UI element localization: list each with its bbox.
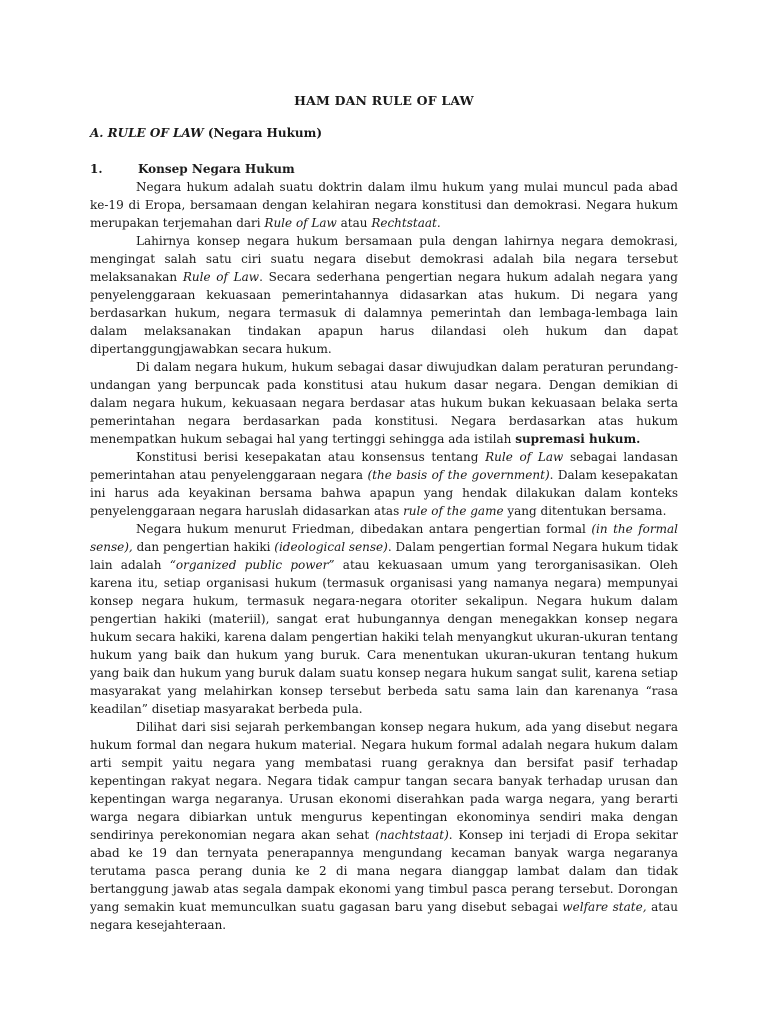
paragraph	[90, 178, 678, 232]
paragraph	[90, 718, 678, 934]
subsection-number: 1.	[90, 162, 103, 176]
text-run: Dilihat dari sisi sejarah perkembangan konsep negara hukum, ada yang disebut negara hukum formal dan negara hukum material. Negara hukum formal adalah negara hukum dalam arti sempit yaitu negara yang membatasi ruang geraknya dan bersifat pasif terhadap kepentingan rakyat negara. Negara tidak campur tangan secara banyak terhadap urusan dan kepentingan warga negaranya. Urusan ekonomi diserahkan pada warga negara, yang berarti warga negara dibiarkan untuk mengurus kepentingan ekonominya sendiri maka dengan sendirinya perekonomian negara akan sehat	[90, 720, 678, 842]
paragraph	[90, 520, 678, 718]
italic-text: (ideological sense)	[274, 540, 388, 554]
italic-text: “organized public power”	[169, 558, 335, 572]
paragraph	[90, 232, 678, 358]
italic-text: Rule of Law	[182, 270, 260, 284]
text-run: dan pengertian hakiki	[132, 540, 275, 554]
section-prefix: A.	[90, 126, 108, 140]
text-run: . Dalam pengertian formal Negara hukum tidak lain adalah	[90, 540, 678, 572]
text-run: atau	[336, 216, 372, 230]
italic-text: Rule of Law	[264, 216, 337, 230]
text-run: atau kekuasaan umum yang terorganisasikan. Oleh karena itu, setiap organisasi hukum (termasuk organisasi yang namanya negara) mempunyai konsep negara hukum, termasuk negara-negara otoriter sekalipun. Negara hukum dalam pengertian hakiki (materiil), sangat erat hubungannya dengan menegakkan konsep negara hukum secara hakiki, karena dalam pengertian hakiki telah menyangkut ukuran-ukuran tentang hukum yang baik dan hukum yang buruk. Cara menentukan ukuran-ukuran tentang hukum yang baik dan hukum yang buruk dalam suatu konsep negara hukum sangat sulit, karena setiap masyarakat yang melahirkan konsep tersebut berbeda satu sama lain dan karenanya “rasa keadilan” disetiap masyarakat berbeda pula.	[90, 558, 678, 716]
paragraph	[90, 358, 678, 448]
paragraph	[90, 448, 678, 520]
bold-text: supremasi hukum.	[515, 432, 641, 446]
text-run: sebagai landasan pemerintahan atau penyelenggaraan negara	[90, 450, 678, 482]
document-page	[90, 92, 678, 934]
section-heading	[90, 124, 678, 142]
text-run: Lahirnya konsep negara hukum bersamaan pula dengan lahirnya negara demokrasi, mengingat salah satu ciri suatu negara disebut demokrasi adalah bila negara tersebut melaksanakan	[90, 234, 678, 284]
section-heading-rest: (Negara Hukum)	[203, 126, 323, 140]
document-title: HAM DAN RULE OF LAW	[294, 93, 474, 108]
italic-text: (the basis of the government)	[367, 468, 550, 482]
text-run: . Konsep ini terjadi di Eropa sekitar abad ke 19 dan ternyata penerapannya mengundang kecaman banyak warga negaranya terutama pasca perang dunia ke 2 di mana negara dianggap lambat dalam dan tidak bertanggung jawab atas segala dampak ekonomi yang timbul pasca perang tersebut. Dorongan yang semakin kuat memunculkan suatu gagasan baru yang disebut sebagai	[90, 828, 678, 914]
text-run: . Dalam kesepakatan ini harus ada keyakinan bersama bahwa apapun yang hendak dilakukan dalam konteks penyelenggaraan negara haruslah didasarkan atas	[90, 468, 678, 518]
text-run: Negara hukum menurut Friedman, dibedakan antara pengertian formal	[136, 522, 592, 536]
italic-text: rule of the game	[403, 504, 504, 518]
italic-text: Rule of Law	[485, 450, 564, 464]
text-run: Negara hukum adalah suatu doktrin dalam ilmu hukum yang mulai muncul pada abad ke-19 di Eropa, bersamaan dengan kelahiran negara konstitusi dan demokrasi. Negara hukum merupakan terjemahan dari	[90, 180, 678, 230]
body-text	[90, 178, 678, 934]
subsection-title: Konsep Negara Hukum	[138, 162, 295, 176]
italic-text: (nachtstaat)	[375, 828, 449, 842]
section-heading-italic: RULE OF LAW	[107, 126, 204, 140]
text-run: Di dalam negara hukum, hukum sebagai dasar diwujudkan dalam peraturan perundang-undangan yang berpuncak pada konstitusi atau hukum dasar negara. Dengan demikian di dalam negara hukum, kekuasaan negara berdasar atas hukum bukan kekuasaan belaka serta pemerintahan negara berdasarkan pada konstitusi. Negara berdasarkan atas hukum menempatkan hukum sebagai hal yang tertinggi sehingga ada istilah	[90, 360, 678, 446]
text-run: yang ditentukan bersama.	[503, 504, 667, 518]
subsection-heading	[90, 160, 678, 178]
text-run: atau negara kesejahteraan.	[90, 900, 678, 932]
italic-text: Rechtstaat.	[371, 216, 441, 230]
italic-text: (in the formal sense),	[90, 522, 678, 554]
text-run: . Secara sederhana pengertian negara hukum adalah negara yang penyelenggaraan kekuasaan pemerintahannya didasarkan atas hukum. Di negara yang berdasarkan hukum, negara termasuk di dalamnya pemerintah dan lembaga-lembaga lain dalam melaksanakan tindakan apapun harus dilandasi oleh hukum dan dapat dipertanggungjawabkan secara hukum.	[90, 270, 678, 356]
text-run: Konstitusi berisi kesepakatan atau konsensus tentang	[136, 450, 486, 464]
italic-text: welfare state,	[562, 900, 647, 914]
